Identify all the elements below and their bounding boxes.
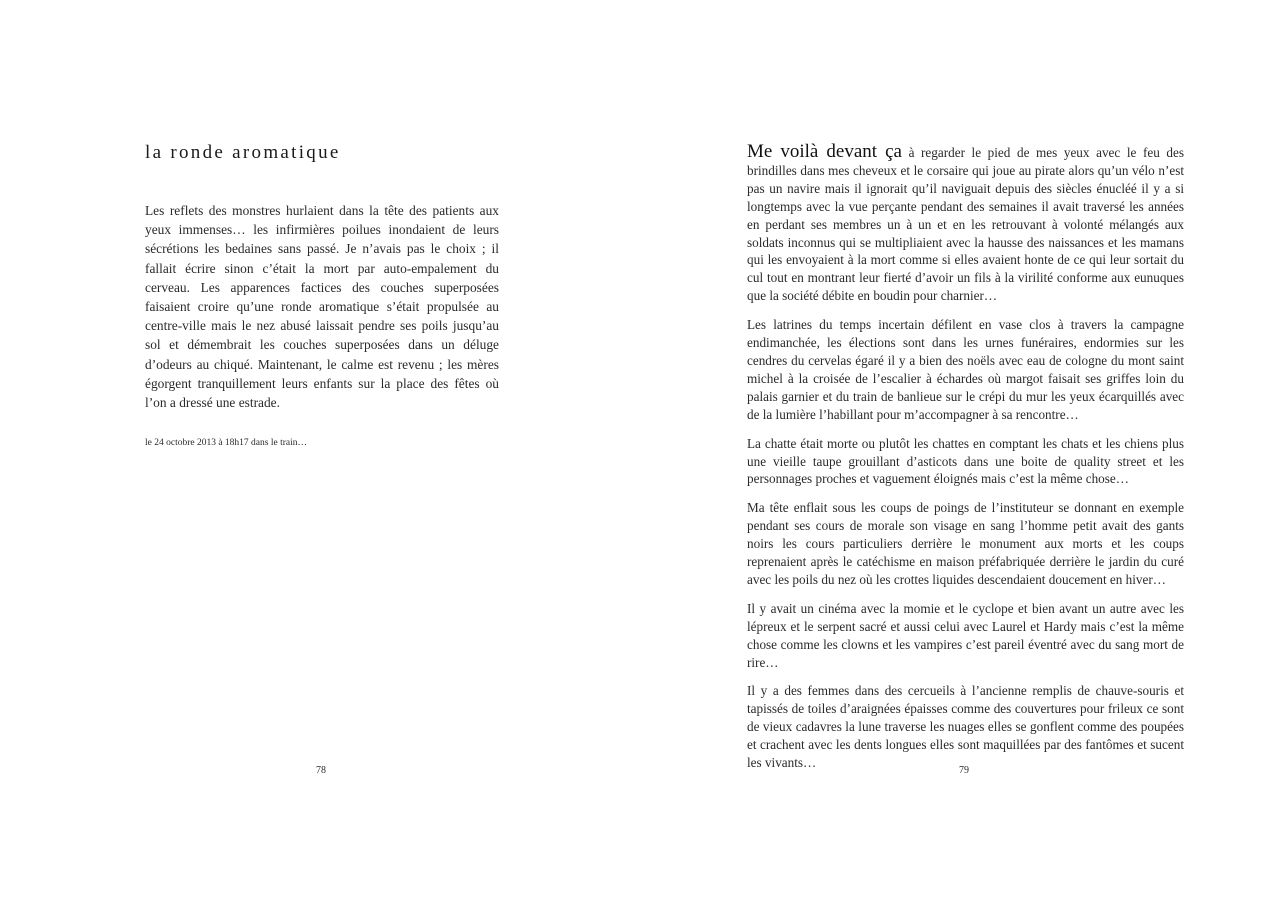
right-paragraph-6: Il y a des femmes dans des cercueils à l’ancienne remplis de chauve-souris et tapissés de toiles d’araignées épaisses comme des couvertures pour frileux ce sont de vieux cadavres la lune traverse les nuages elles se gonflent comme des poupées et crachent avec les dents longues elles sont maquillées par des fantômes et sucent les vivants…	[747, 683, 1184, 771]
date-line: le 24 octobre 2013 à 18h17 dans le train…	[145, 438, 307, 448]
right-paragraph-4: Ma tête enflait sous les coups de poings de l’instituteur se donnant en exemple pendant ses cours de morale son visage en sang l’homme petit avait des gants noirs les cours particuliers derrière le monument aux morts et les coups reprenaient après le catéchisme en maison préfabriquée derrière le jardin du curé avec les poils du nez où les crottes liquides descendaient doucement en hiver…	[747, 500, 1184, 587]
paragraph-1-text: à regarder le pied de mes yeux avec le feu des brindilles dans mes cheveux et le corsaire qui joue au pirate alors qu’un vélo n’est pas un navire mais il ignorait qu’il naviguait depuis des siècles énucléé il y a si longtemps avec la vue perçante pendant des semaines il avait traversé les années en perdant ses membres un à un et en les retrouvant à volonté mélangés aux soldats inconnus qui se multipliaient avec la hausse des naissances et les mamans qui les envoyaient à la mort comme si elles avaient honte de ce qui leur sortait du cul tout en montrant leur fierté d’avoir un fils à la virilité conforme aux eunuques que la société débite en boudin pour charnier…	[747, 145, 1184, 304]
right-paragraph-5: Il y avait un cinéma avec la momie et le cyclope et bien avant un autre avec les lépreux et le serpent sacré et aussi celui avec Laurel et Hardy mais c’est la même chose comme les clowns et les vampires c’est pareil éventré avec du sang mort de rire…	[747, 600, 1184, 670]
page-number-left: 78	[316, 765, 326, 776]
right-body	[747, 143, 1184, 783]
right-page	[643, 0, 1286, 912]
left-body-paragraph: Les reflets des monstres hurlaient dans la tête des patients aux yeux immenses… les infirmières poilues inondaient de leurs sécrétions les bedaines sans passé. Je n’avais pas le choix ; il fallait écrire sinon c’était la mort par auto-empalement du cerveau. Les apparences factices des couches superposées faisaient croire qu’une ronde aromatique s’était propulsée au centre-ville mais le nez abusé laissait pendre ses poils jusqu’au sol et démembrait les couches superposées dans un déluge d’odeurs au chiqué. Maintenant, le calme est revenu ; les mères égorgent tranquillement leurs enfants sur la place des fêtes où l’on a dressé une estrade.	[145, 203, 499, 411]
right-paragraph-1	[747, 143, 1184, 305]
right-paragraph-3: La chatte était morte ou plutôt les chattes en comptant les chats et les chiens plus une vieille taupe grouillant d’asticots dans une boite de quality street et les personnages proches et vaguement éloignés mais c’est la même chose…	[747, 435, 1184, 487]
lead-phrase: Me voilà devant ça	[747, 141, 902, 162]
chapter-title: la ronde aromatique	[145, 142, 341, 163]
page-number-right: 79	[959, 765, 969, 776]
right-paragraph-2: Les latrines du temps incertain défilent en vase clos à travers la campagne endimanchée, les élections sont dans les urnes funéraires, endormies sur les cendres du cervelas égaré il y a bien des noëls avec eau de cologne du mont saint michel à la croisée de l’escalier à échardes où margot faisait ses griffes loin du palais garnier et du train de banlieue sur le crépi du mur les yeux écarquillés avec de la lumière l’habillant pour m’accompagner à sa rencontre…	[747, 317, 1184, 422]
